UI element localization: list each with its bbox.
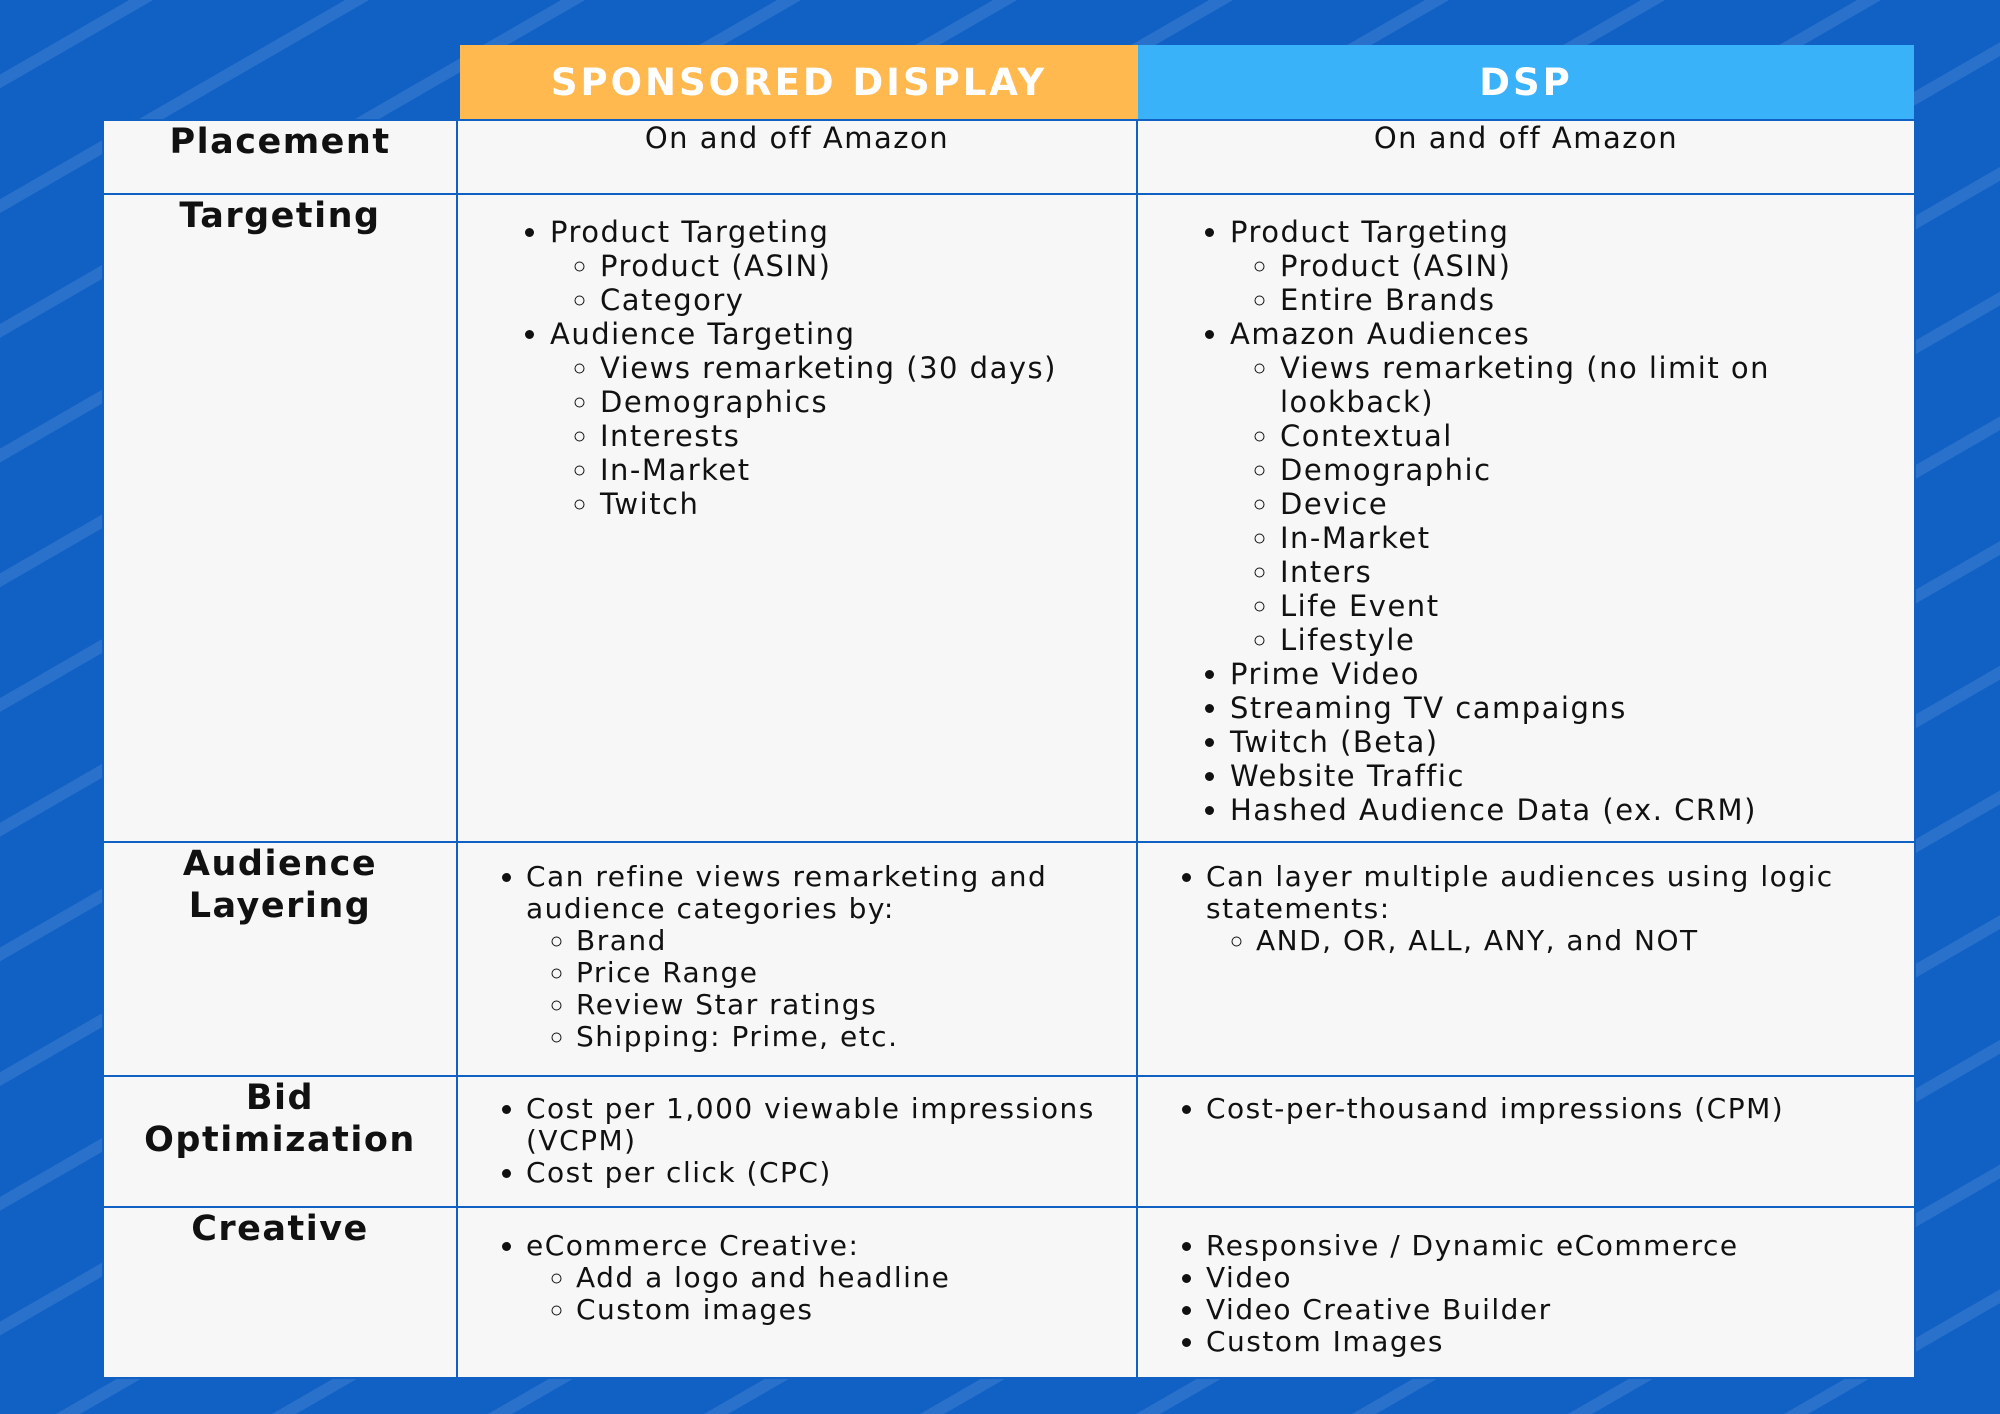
row-creative [103, 1207, 1915, 1378]
list-item-text: Streaming TV campaigns [1230, 691, 1627, 725]
sub-list [550, 351, 1126, 521]
list-item-text: Responsive / Dynamic eCommerce [1206, 1229, 1739, 1262]
sub-list-item: ◦ In-Market [1280, 521, 1904, 555]
sub-list-item: ◦ Life Event [1280, 589, 1904, 623]
cell-placement-dsp: On and off Amazon [1137, 120, 1915, 194]
sub-list-item: ◦ Twitch [600, 487, 1126, 521]
list-item-text: Can refine views remarketing and audience categories by: [526, 860, 1048, 925]
cell-creative-sponsored [457, 1207, 1137, 1378]
sub-list [1230, 351, 1904, 657]
row-targeting [103, 194, 1915, 842]
list-item [1230, 215, 1904, 317]
sub-list-item: ◦ Interests [600, 419, 1126, 453]
sub-list-item: ◦ Views remarketing (no limit on lookback) [1280, 351, 1904, 419]
cell-targeting-dsp [1137, 194, 1915, 842]
cell-audience-layering-dsp [1137, 842, 1915, 1076]
row-label-targeting: Targeting [103, 194, 457, 842]
list-item-text: Audience Targeting [550, 317, 856, 351]
list-item [1206, 1326, 1904, 1358]
list-item-text: Cost-per-thousand impressions (CPM) [1206, 1092, 1785, 1125]
row-placement [103, 120, 1915, 194]
cell-bid-optimization-sponsored [457, 1076, 1137, 1207]
list-item-text: Can layer multiple audiences using logic statements: [1206, 860, 1834, 925]
row-label-placement: Placement [103, 120, 457, 194]
list-item-text: Website Traffic [1230, 759, 1465, 793]
bullet-list [1138, 1208, 1914, 1358]
list-item-text: Cost per click (CPC) [526, 1156, 832, 1189]
bullet-list [458, 195, 1136, 521]
list-item-text: Video [1206, 1261, 1292, 1294]
list-item [1206, 861, 1904, 957]
row-bid-optimization [103, 1076, 1915, 1207]
sub-list-item: ◦ Add a logo and headline [576, 1262, 1126, 1294]
sub-list [526, 1262, 1126, 1326]
sub-list-item: ◦ Inters [1280, 555, 1904, 589]
list-item-text: Video Creative Builder [1206, 1293, 1552, 1326]
list-item [1230, 691, 1904, 725]
bullet-list [1138, 843, 1914, 957]
row-audience-layering [103, 842, 1915, 1076]
bullet-list [1138, 195, 1914, 827]
sub-list-item: ◦ Entire Brands [1280, 283, 1904, 317]
row-label-creative: Creative [103, 1207, 457, 1378]
sub-list-item: ◦ Views remarketing (30 days) [600, 351, 1126, 385]
cell-bid-optimization-dsp [1137, 1076, 1915, 1207]
list-item [526, 1230, 1126, 1326]
list-item [1230, 657, 1904, 691]
sub-list-item: ◦ Price Range [576, 957, 1126, 989]
bullet-list [458, 1208, 1136, 1326]
list-item [1206, 1230, 1904, 1262]
list-item-text: Hashed Audience Data (ex. CRM) [1230, 793, 1757, 827]
list-item-text: Twitch (Beta) [1230, 725, 1439, 759]
sub-list-item: ◦ Category [600, 283, 1126, 317]
list-item [1230, 725, 1904, 759]
sub-list [550, 249, 1126, 317]
list-item-text: Custom Images [1206, 1325, 1444, 1358]
sponsored-display-header: SPONSORED DISPLAY [460, 45, 1138, 119]
sub-list-item: ◦ Demographic [1280, 453, 1904, 487]
sub-list-item: ◦ AND, OR, ALL, ANY, and NOT [1256, 925, 1904, 957]
list-item [550, 317, 1126, 521]
list-item-text: Product Targeting [550, 215, 830, 249]
bullet-list [1138, 1077, 1914, 1125]
list-item [550, 215, 1126, 317]
list-item-text: Prime Video [1230, 657, 1421, 691]
list-item [1230, 317, 1904, 657]
list-item-text: Amazon Audiences [1230, 317, 1531, 351]
list-item-text: Product Targeting [1230, 215, 1510, 249]
list-item [1230, 793, 1904, 827]
cell-creative-dsp [1137, 1207, 1915, 1378]
sub-list-item: ◦ Shipping: Prime, etc. [576, 1021, 1126, 1053]
sub-list-item: ◦ Device [1280, 487, 1904, 521]
sub-list-item: ◦ Contextual [1280, 419, 1904, 453]
sub-list [1206, 925, 1904, 957]
sub-list-item: ◦ Lifestyle [1280, 623, 1904, 657]
list-item-text: Cost per 1,000 viewable impressions (VCPM) [526, 1092, 1095, 1157]
list-item [1206, 1093, 1904, 1125]
cell-placement-sponsored: On and off Amazon [457, 120, 1137, 194]
row-label-bid-optimization: Bid Optimization [103, 1076, 457, 1207]
list-item-text: eCommerce Creative: [526, 1229, 860, 1262]
list-item [526, 1093, 1126, 1157]
sub-list-item: ◦ Product (ASIN) [1280, 249, 1904, 283]
sub-list-item: ◦ Demographics [600, 385, 1126, 419]
bullet-list [458, 843, 1136, 1053]
row-label-audience-layering: Audience Layering [103, 842, 457, 1076]
cell-targeting-sponsored [457, 194, 1137, 842]
sub-list-item: ◦ Review Star ratings [576, 989, 1126, 1021]
list-item [526, 1157, 1126, 1189]
list-item [1206, 1262, 1904, 1294]
comparison-table [102, 119, 1916, 1379]
list-item [1230, 759, 1904, 793]
sub-list-item: ◦ Custom images [576, 1294, 1126, 1326]
sub-list [526, 925, 1126, 1053]
list-item [526, 861, 1126, 1053]
sub-list [1230, 249, 1904, 317]
list-item [1206, 1294, 1904, 1326]
cell-audience-layering-sponsored [457, 842, 1137, 1076]
dsp-header: DSP [1138, 45, 1914, 119]
sub-list-item: ◦ In-Market [600, 453, 1126, 487]
bullet-list [458, 1077, 1136, 1189]
sub-list-item: ◦ Product (ASIN) [600, 249, 1126, 283]
sub-list-item: ◦ Brand [576, 925, 1126, 957]
